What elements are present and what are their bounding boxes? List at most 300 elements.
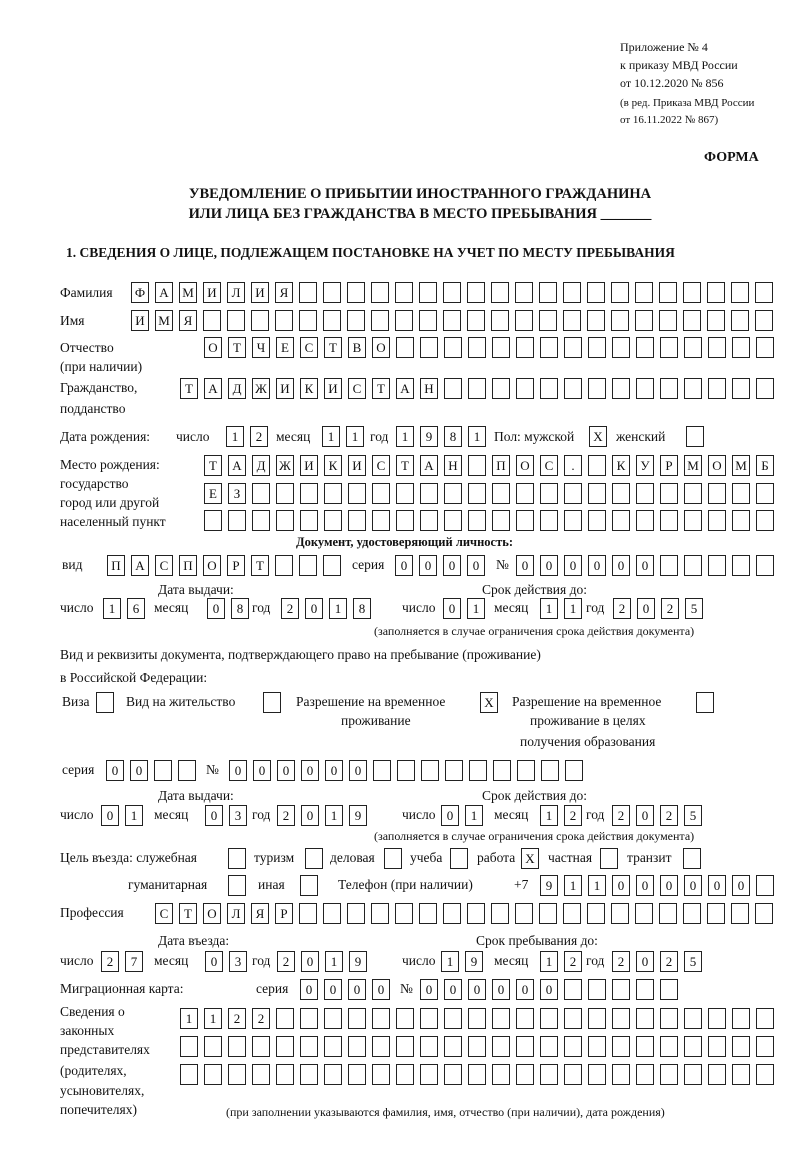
char-box-name[interactable] xyxy=(203,310,221,331)
char-box-entry-year[interactable]: 1 xyxy=(325,951,343,972)
char-box-birth-place-3[interactable] xyxy=(612,510,630,531)
char-box-id-number[interactable]: 0 xyxy=(588,555,606,576)
checkbox-purpose-business[interactable] xyxy=(384,848,402,869)
char-box-reps-3[interactable] xyxy=(684,1064,702,1085)
char-box-birth-place-2[interactable] xyxy=(564,483,582,504)
char-box-name[interactable] xyxy=(443,310,461,331)
char-box-id-kind[interactable]: П xyxy=(107,555,125,576)
char-box-citizenship[interactable] xyxy=(660,378,678,399)
char-box-reps-2[interactable] xyxy=(612,1036,630,1057)
char-box-birth-place-2[interactable] xyxy=(300,483,318,504)
char-box-reps-2[interactable] xyxy=(420,1036,438,1057)
char-box-doc-number[interactable]: 0 xyxy=(301,760,319,781)
char-box-birth-place-1[interactable]: Т xyxy=(396,455,414,476)
char-box-birth-place-1[interactable]: С xyxy=(540,455,558,476)
char-box-doc-number[interactable] xyxy=(373,760,391,781)
char-box-id-series[interactable]: 0 xyxy=(443,555,461,576)
char-box-patronymic[interactable] xyxy=(516,337,534,358)
char-box-birth-place-3[interactable] xyxy=(372,510,390,531)
char-box-birth-place-1[interactable]: Б xyxy=(756,455,774,476)
char-box-profession[interactable] xyxy=(371,903,389,924)
char-box-birth-place-1[interactable]: П xyxy=(492,455,510,476)
checkbox-purpose-work[interactable]: X xyxy=(521,848,539,869)
char-box-reps-1[interactable] xyxy=(444,1008,462,1029)
checkbox-doc-visa[interactable] xyxy=(96,692,114,713)
char-box-stay-day[interactable]: 9 xyxy=(465,951,483,972)
char-box-birth-place-1[interactable] xyxy=(588,455,606,476)
char-box-profession[interactable]: О xyxy=(203,903,221,924)
char-box-entry-year[interactable]: 2 xyxy=(277,951,295,972)
char-box-surname[interactable] xyxy=(611,282,629,303)
char-box-birth-year[interactable]: 1 xyxy=(396,426,414,447)
char-box-surname[interactable] xyxy=(515,282,533,303)
checkbox-sex-female[interactable] xyxy=(686,426,704,447)
char-box-birth-place-3[interactable] xyxy=(588,510,606,531)
char-box-doc-valid-year[interactable]: 2 xyxy=(612,805,630,826)
char-box-reps-1[interactable] xyxy=(564,1008,582,1029)
char-box-reps-2[interactable] xyxy=(756,1036,774,1057)
char-box-birth-place-3[interactable] xyxy=(708,510,726,531)
char-box-reps-1[interactable]: 1 xyxy=(204,1008,222,1029)
char-box-reps-3[interactable] xyxy=(636,1064,654,1085)
char-box-phone[interactable]: 1 xyxy=(564,875,582,896)
char-box-citizenship[interactable]: Д xyxy=(228,378,246,399)
char-box-name[interactable] xyxy=(659,310,677,331)
char-box-reps-3[interactable] xyxy=(372,1064,390,1085)
char-box-reps-2[interactable] xyxy=(732,1036,750,1057)
char-box-id-valid-year[interactable]: 0 xyxy=(637,598,655,619)
char-box-reps-2[interactable] xyxy=(516,1036,534,1057)
char-box-id-kind[interactable]: П xyxy=(179,555,197,576)
char-box-birth-place-3[interactable] xyxy=(732,510,750,531)
char-box-birth-place-2[interactable] xyxy=(396,483,414,504)
char-box-surname[interactable] xyxy=(299,282,317,303)
char-box-id-issue-year[interactable]: 0 xyxy=(305,598,323,619)
char-box-reps-2[interactable] xyxy=(348,1036,366,1057)
char-box-birth-place-1[interactable]: Т xyxy=(204,455,222,476)
char-box-birth-place-3[interactable] xyxy=(204,510,222,531)
char-box-birth-place-2[interactable] xyxy=(468,483,486,504)
char-box-citizenship[interactable] xyxy=(540,378,558,399)
char-box-id-number[interactable] xyxy=(732,555,750,576)
char-box-birth-place-1[interactable]: К xyxy=(324,455,342,476)
char-box-citizenship[interactable] xyxy=(588,378,606,399)
char-box-reps-3[interactable] xyxy=(732,1064,750,1085)
char-box-birth-place-2[interactable] xyxy=(324,483,342,504)
char-box-profession[interactable]: Р xyxy=(275,903,293,924)
char-box-id-kind[interactable]: Р xyxy=(227,555,245,576)
checkbox-doc-edu-permit[interactable] xyxy=(696,692,714,713)
char-box-reps-1[interactable]: 2 xyxy=(228,1008,246,1029)
char-box-birth-place-3[interactable] xyxy=(396,510,414,531)
char-box-citizenship[interactable]: Т xyxy=(372,378,390,399)
char-box-birth-place-3[interactable] xyxy=(324,510,342,531)
char-box-doc-series[interactable]: 0 xyxy=(106,760,124,781)
char-box-birth-place-2[interactable] xyxy=(684,483,702,504)
char-box-citizenship[interactable]: А xyxy=(204,378,222,399)
char-box-birth-day[interactable]: 1 xyxy=(226,426,244,447)
char-box-birth-place-3[interactable] xyxy=(228,510,246,531)
char-box-doc-issue-year[interactable]: 9 xyxy=(349,805,367,826)
char-box-reps-3[interactable] xyxy=(516,1064,534,1085)
char-box-reps-1[interactable] xyxy=(276,1008,294,1029)
char-box-reps-2[interactable] xyxy=(276,1036,294,1057)
char-box-birth-year[interactable]: 8 xyxy=(444,426,462,447)
char-box-doc-number[interactable]: 0 xyxy=(349,760,367,781)
char-box-birth-place-3[interactable] xyxy=(636,510,654,531)
char-box-surname[interactable]: И xyxy=(203,282,221,303)
char-box-birth-year[interactable]: 1 xyxy=(468,426,486,447)
char-box-birth-place-3[interactable] xyxy=(564,510,582,531)
char-box-citizenship[interactable]: Н xyxy=(420,378,438,399)
char-box-name[interactable] xyxy=(347,310,365,331)
char-box-surname[interactable] xyxy=(443,282,461,303)
char-box-citizenship[interactable] xyxy=(756,378,774,399)
char-box-phone[interactable]: 0 xyxy=(612,875,630,896)
char-box-name[interactable]: М xyxy=(155,310,173,331)
char-box-name[interactable] xyxy=(731,310,749,331)
char-box-patronymic[interactable] xyxy=(684,337,702,358)
char-box-profession[interactable] xyxy=(683,903,701,924)
char-box-birth-place-1[interactable]: И xyxy=(300,455,318,476)
char-box-patronymic[interactable] xyxy=(468,337,486,358)
char-box-id-kind[interactable] xyxy=(275,555,293,576)
char-box-surname[interactable] xyxy=(683,282,701,303)
char-box-name[interactable] xyxy=(683,310,701,331)
char-box-id-number[interactable] xyxy=(708,555,726,576)
char-box-id-issue-year[interactable]: 2 xyxy=(281,598,299,619)
char-box-patronymic[interactable] xyxy=(732,337,750,358)
char-box-surname[interactable]: А xyxy=(155,282,173,303)
char-box-profession[interactable] xyxy=(659,903,677,924)
char-box-phone[interactable]: 0 xyxy=(732,875,750,896)
char-box-birth-place-3[interactable] xyxy=(444,510,462,531)
checkbox-purpose-tourism[interactable] xyxy=(305,848,323,869)
char-box-name[interactable] xyxy=(539,310,557,331)
char-box-mc-series[interactable]: 0 xyxy=(348,979,366,1000)
char-box-reps-2[interactable] xyxy=(180,1036,198,1057)
char-box-id-valid-year[interactable]: 2 xyxy=(661,598,679,619)
char-box-surname[interactable] xyxy=(635,282,653,303)
char-box-entry-month[interactable]: 0 xyxy=(205,951,223,972)
char-box-reps-1[interactable] xyxy=(636,1008,654,1029)
char-box-birth-place-2[interactable] xyxy=(636,483,654,504)
char-box-birth-place-2[interactable] xyxy=(732,483,750,504)
char-box-reps-3[interactable] xyxy=(204,1064,222,1085)
char-box-mc-number[interactable] xyxy=(612,979,630,1000)
char-box-birth-place-3[interactable] xyxy=(660,510,678,531)
char-box-reps-2[interactable] xyxy=(492,1036,510,1057)
char-box-reps-2[interactable] xyxy=(444,1036,462,1057)
char-box-doc-issue-day[interactable]: 1 xyxy=(125,805,143,826)
char-box-surname[interactable] xyxy=(371,282,389,303)
char-box-patronymic[interactable]: Ч xyxy=(252,337,270,358)
char-box-birth-place-3[interactable] xyxy=(252,510,270,531)
char-box-citizenship[interactable] xyxy=(516,378,534,399)
char-box-reps-3[interactable] xyxy=(444,1064,462,1085)
char-box-citizenship[interactable] xyxy=(492,378,510,399)
char-box-surname[interactable] xyxy=(659,282,677,303)
char-box-id-series[interactable]: 0 xyxy=(419,555,437,576)
char-box-birth-place-1[interactable]: К xyxy=(612,455,630,476)
char-box-surname[interactable] xyxy=(323,282,341,303)
char-box-doc-number[interactable] xyxy=(517,760,535,781)
char-box-birth-place-1[interactable]: Ж xyxy=(276,455,294,476)
checkbox-purpose-private[interactable] xyxy=(600,848,618,869)
checkbox-purpose-humanitarian[interactable] xyxy=(228,875,246,896)
char-box-profession[interactable] xyxy=(539,903,557,924)
char-box-id-kind[interactable] xyxy=(323,555,341,576)
char-box-reps-1[interactable] xyxy=(300,1008,318,1029)
char-box-patronymic[interactable] xyxy=(708,337,726,358)
char-box-birth-place-3[interactable] xyxy=(684,510,702,531)
char-box-entry-day[interactable]: 7 xyxy=(125,951,143,972)
char-box-profession[interactable] xyxy=(323,903,341,924)
char-box-name[interactable] xyxy=(299,310,317,331)
char-box-citizenship[interactable] xyxy=(684,378,702,399)
char-box-doc-number[interactable] xyxy=(397,760,415,781)
char-box-birth-place-3[interactable] xyxy=(300,510,318,531)
char-box-patronymic[interactable]: С xyxy=(300,337,318,358)
char-box-reps-3[interactable] xyxy=(564,1064,582,1085)
char-box-reps-1[interactable] xyxy=(420,1008,438,1029)
char-box-birth-place-2[interactable] xyxy=(540,483,558,504)
char-box-citizenship[interactable] xyxy=(564,378,582,399)
char-box-entry-day[interactable]: 2 xyxy=(101,951,119,972)
char-box-patronymic[interactable] xyxy=(588,337,606,358)
char-box-stay-day[interactable]: 1 xyxy=(441,951,459,972)
char-box-id-series[interactable]: 0 xyxy=(467,555,485,576)
char-box-doc-series[interactable]: 0 xyxy=(130,760,148,781)
char-box-birth-place-1[interactable]: Р xyxy=(660,455,678,476)
char-box-doc-issue-year[interactable]: 0 xyxy=(301,805,319,826)
char-box-id-number[interactable] xyxy=(660,555,678,576)
char-box-mc-series[interactable]: 0 xyxy=(324,979,342,1000)
char-box-birth-place-1[interactable]: Д xyxy=(252,455,270,476)
char-box-doc-number[interactable] xyxy=(445,760,463,781)
char-box-profession[interactable] xyxy=(707,903,725,924)
checkbox-purpose-transit[interactable] xyxy=(683,848,701,869)
char-box-entry-year[interactable]: 9 xyxy=(349,951,367,972)
char-box-profession[interactable] xyxy=(587,903,605,924)
char-box-doc-valid-year[interactable]: 2 xyxy=(660,805,678,826)
char-box-birth-place-1[interactable]: А xyxy=(420,455,438,476)
char-box-id-kind[interactable] xyxy=(299,555,317,576)
char-box-name[interactable] xyxy=(587,310,605,331)
char-box-doc-number[interactable] xyxy=(541,760,559,781)
char-box-name[interactable]: Я xyxy=(179,310,197,331)
char-box-name[interactable] xyxy=(371,310,389,331)
char-box-id-issue-year[interactable]: 8 xyxy=(353,598,371,619)
char-box-id-valid-month[interactable]: 1 xyxy=(540,598,558,619)
char-box-birth-place-2[interactable] xyxy=(516,483,534,504)
char-box-entry-month[interactable]: 3 xyxy=(229,951,247,972)
char-box-id-kind[interactable]: Т xyxy=(251,555,269,576)
checkbox-doc-residence-permit[interactable] xyxy=(263,692,281,713)
char-box-profession[interactable] xyxy=(731,903,749,924)
char-box-doc-series[interactable] xyxy=(154,760,172,781)
char-box-profession[interactable] xyxy=(515,903,533,924)
char-box-profession[interactable] xyxy=(611,903,629,924)
char-box-citizenship[interactable] xyxy=(732,378,750,399)
char-box-reps-1[interactable] xyxy=(732,1008,750,1029)
char-box-id-valid-year[interactable]: 2 xyxy=(613,598,631,619)
char-box-citizenship[interactable] xyxy=(708,378,726,399)
char-box-phone[interactable]: 0 xyxy=(636,875,654,896)
char-box-birth-place-2[interactable]: Е xyxy=(204,483,222,504)
char-box-patronymic[interactable] xyxy=(444,337,462,358)
char-box-id-number[interactable]: 0 xyxy=(516,555,534,576)
char-box-id-issue-day[interactable]: 6 xyxy=(127,598,145,619)
char-box-stay-year[interactable]: 2 xyxy=(660,951,678,972)
char-box-birth-place-3[interactable] xyxy=(348,510,366,531)
char-box-name[interactable] xyxy=(707,310,725,331)
char-box-name[interactable] xyxy=(635,310,653,331)
char-box-mc-number[interactable] xyxy=(660,979,678,1000)
char-box-citizenship[interactable]: Ж xyxy=(252,378,270,399)
char-box-patronymic[interactable]: Т xyxy=(228,337,246,358)
char-box-profession[interactable] xyxy=(299,903,317,924)
char-box-reps-2[interactable] xyxy=(660,1036,678,1057)
char-box-name[interactable] xyxy=(491,310,509,331)
char-box-reps-3[interactable] xyxy=(420,1064,438,1085)
char-box-id-series[interactable]: 0 xyxy=(395,555,413,576)
char-box-doc-number[interactable] xyxy=(493,760,511,781)
char-box-id-kind[interactable]: А xyxy=(131,555,149,576)
char-box-birth-place-1[interactable]: О xyxy=(516,455,534,476)
char-box-doc-valid-month[interactable]: 1 xyxy=(540,805,558,826)
char-box-surname[interactable]: И xyxy=(251,282,269,303)
char-box-reps-3[interactable] xyxy=(180,1064,198,1085)
char-box-surname[interactable]: Л xyxy=(227,282,245,303)
char-box-surname[interactable] xyxy=(539,282,557,303)
char-box-reps-2[interactable] xyxy=(372,1036,390,1057)
char-box-birth-place-1[interactable]: . xyxy=(564,455,582,476)
char-box-patronymic[interactable] xyxy=(492,337,510,358)
char-box-reps-1[interactable] xyxy=(492,1008,510,1029)
char-box-reps-2[interactable] xyxy=(708,1036,726,1057)
char-box-reps-2[interactable] xyxy=(228,1036,246,1057)
char-box-mc-series[interactable]: 0 xyxy=(300,979,318,1000)
char-box-reps-1[interactable] xyxy=(684,1008,702,1029)
char-box-birth-place-2[interactable] xyxy=(372,483,390,504)
char-box-reps-3[interactable] xyxy=(252,1064,270,1085)
char-box-reps-2[interactable] xyxy=(540,1036,558,1057)
char-box-surname[interactable] xyxy=(419,282,437,303)
char-box-reps-3[interactable] xyxy=(324,1064,342,1085)
char-box-reps-1[interactable] xyxy=(756,1008,774,1029)
char-box-profession[interactable] xyxy=(635,903,653,924)
char-box-id-number[interactable]: 0 xyxy=(612,555,630,576)
char-box-birth-place-1[interactable] xyxy=(468,455,486,476)
char-box-birth-place-3[interactable] xyxy=(468,510,486,531)
char-box-id-number[interactable]: 0 xyxy=(636,555,654,576)
char-box-reps-3[interactable] xyxy=(396,1064,414,1085)
char-box-surname[interactable] xyxy=(491,282,509,303)
char-box-reps-3[interactable] xyxy=(708,1064,726,1085)
char-box-reps-1[interactable] xyxy=(588,1008,606,1029)
char-box-reps-2[interactable] xyxy=(564,1036,582,1057)
char-box-name[interactable] xyxy=(251,310,269,331)
char-box-reps-3[interactable] xyxy=(468,1064,486,1085)
char-box-birth-place-2[interactable] xyxy=(252,483,270,504)
checkbox-purpose-other[interactable] xyxy=(300,875,318,896)
char-box-birth-place-2[interactable] xyxy=(660,483,678,504)
char-box-mc-number[interactable]: 0 xyxy=(420,979,438,1000)
char-box-doc-number[interactable]: 0 xyxy=(277,760,295,781)
char-box-surname[interactable] xyxy=(755,282,773,303)
char-box-birth-month[interactable]: 1 xyxy=(346,426,364,447)
char-box-name[interactable] xyxy=(563,310,581,331)
char-box-phone[interactable]: 1 xyxy=(588,875,606,896)
char-box-doc-series[interactable] xyxy=(178,760,196,781)
char-box-profession[interactable] xyxy=(347,903,365,924)
char-box-profession[interactable] xyxy=(755,903,773,924)
char-box-mc-number[interactable]: 0 xyxy=(444,979,462,1000)
char-box-reps-3[interactable] xyxy=(588,1064,606,1085)
char-box-doc-issue-day[interactable]: 0 xyxy=(101,805,119,826)
char-box-patronymic[interactable]: О xyxy=(204,337,222,358)
char-box-id-kind[interactable]: С xyxy=(155,555,173,576)
char-box-reps-3[interactable] xyxy=(348,1064,366,1085)
char-box-mc-number[interactable]: 0 xyxy=(492,979,510,1000)
char-box-id-number[interactable]: 0 xyxy=(564,555,582,576)
checkbox-doc-temp-permit[interactable]: X xyxy=(480,692,498,713)
char-box-citizenship[interactable]: И xyxy=(276,378,294,399)
char-box-patronymic[interactable] xyxy=(660,337,678,358)
char-box-patronymic[interactable] xyxy=(420,337,438,358)
char-box-profession[interactable] xyxy=(467,903,485,924)
char-box-reps-2[interactable] xyxy=(252,1036,270,1057)
char-box-doc-valid-day[interactable]: 0 xyxy=(441,805,459,826)
char-box-birth-place-1[interactable]: Н xyxy=(444,455,462,476)
char-box-birth-place-1[interactable]: У xyxy=(636,455,654,476)
char-box-profession[interactable]: Т xyxy=(179,903,197,924)
char-box-birth-place-2[interactable] xyxy=(588,483,606,504)
char-box-birth-place-1[interactable]: С xyxy=(372,455,390,476)
char-box-patronymic[interactable] xyxy=(612,337,630,358)
char-box-birth-place-3[interactable] xyxy=(756,510,774,531)
char-box-doc-valid-month[interactable]: 2 xyxy=(564,805,582,826)
char-box-name[interactable] xyxy=(467,310,485,331)
char-box-birth-place-3[interactable] xyxy=(516,510,534,531)
char-box-reps-1[interactable] xyxy=(516,1008,534,1029)
char-box-doc-valid-year[interactable]: 0 xyxy=(636,805,654,826)
char-box-stay-month[interactable]: 1 xyxy=(540,951,558,972)
char-box-mc-number[interactable]: 0 xyxy=(468,979,486,1000)
char-box-patronymic[interactable] xyxy=(636,337,654,358)
char-box-citizenship[interactable] xyxy=(612,378,630,399)
char-box-birth-place-1[interactable]: О xyxy=(708,455,726,476)
char-box-birth-place-2[interactable] xyxy=(420,483,438,504)
char-box-id-valid-month[interactable]: 1 xyxy=(564,598,582,619)
char-box-reps-1[interactable] xyxy=(396,1008,414,1029)
char-box-surname[interactable]: Я xyxy=(275,282,293,303)
char-box-mc-number[interactable] xyxy=(636,979,654,1000)
char-box-mc-number[interactable] xyxy=(588,979,606,1000)
char-box-reps-2[interactable] xyxy=(636,1036,654,1057)
char-box-id-issue-day[interactable]: 1 xyxy=(103,598,121,619)
char-box-doc-issue-year[interactable]: 2 xyxy=(277,805,295,826)
char-box-doc-number[interactable]: 0 xyxy=(253,760,271,781)
char-box-birth-place-2[interactable] xyxy=(612,483,630,504)
char-box-doc-number[interactable] xyxy=(565,760,583,781)
char-box-name[interactable] xyxy=(395,310,413,331)
char-box-mc-series[interactable]: 0 xyxy=(372,979,390,1000)
char-box-profession[interactable] xyxy=(395,903,413,924)
char-box-reps-2[interactable] xyxy=(468,1036,486,1057)
char-box-phone[interactable]: 0 xyxy=(660,875,678,896)
